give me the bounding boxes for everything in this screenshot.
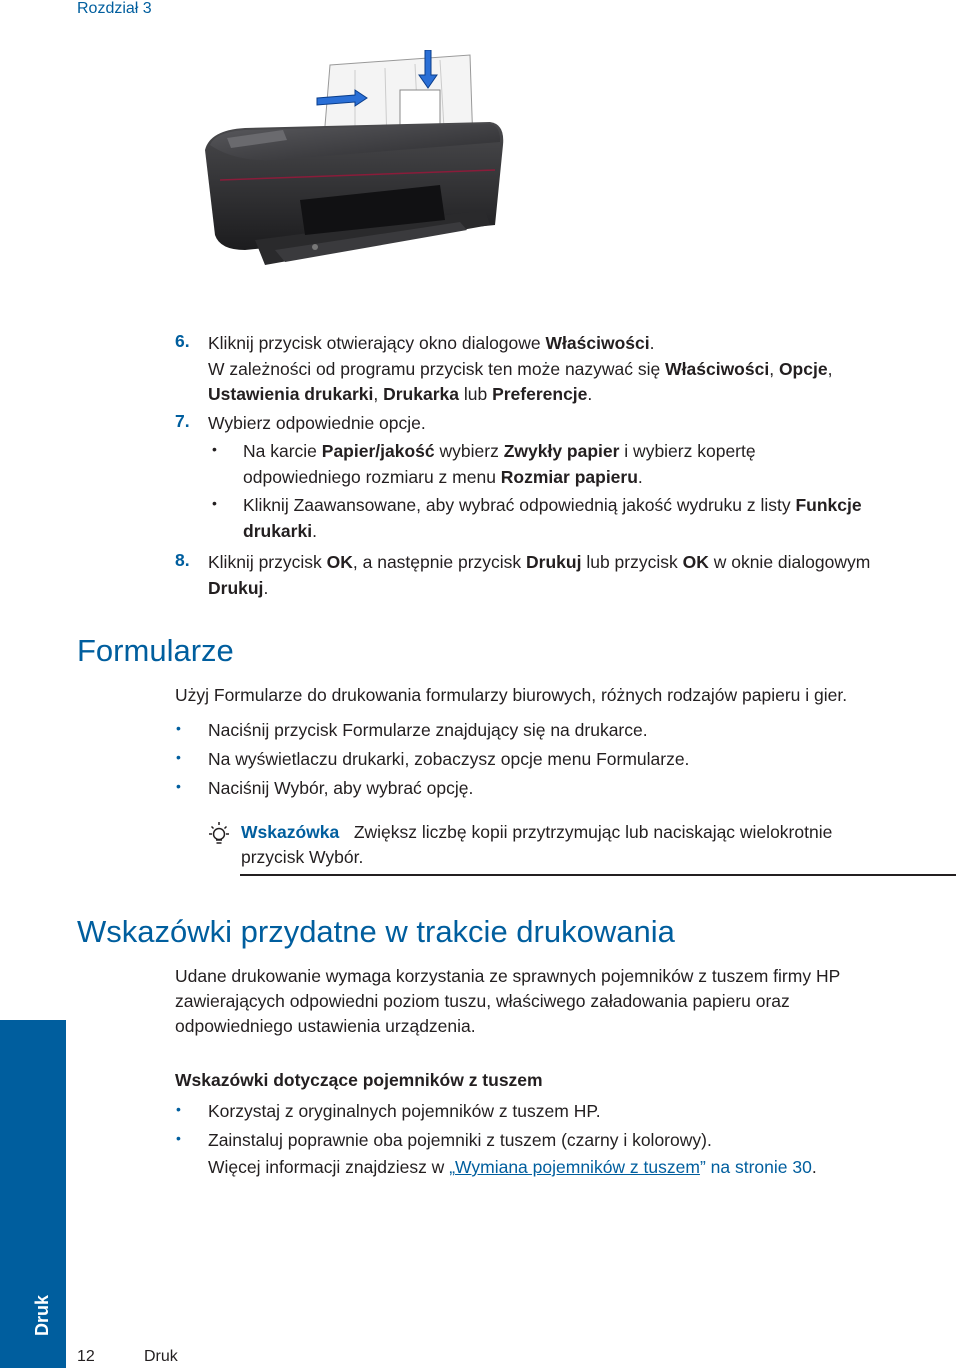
wskazowki-paragraph-line-1: Udane drukowanie wymaga korzystania ze sprawnych pojemników z tuszem firmy HP [175, 966, 841, 986]
tip-divider [240, 874, 956, 876]
formularze-item-2: Na wyświetlaczu drukarki, zobaczysz opcje menu Formularze. [208, 749, 690, 769]
page-number: 12 [77, 1348, 95, 1365]
bullet-icon: • [176, 1101, 181, 1117]
bullet-icon: • [176, 749, 181, 765]
tip-line-2: przycisk Wybór. [241, 847, 364, 867]
section-heading-formularze: Formularze [77, 633, 234, 668]
step-8-text-line-1: Kliknij przycisk OK, a następnie przycisk Drukuj lub przycisk OK w oknie dialogowym [208, 552, 871, 572]
step-7-text: Wybierz odpowiednie opcje. [208, 413, 426, 433]
step-6-detail-line-1: W zależności od programu przycisk ten może nazywać się Właściwości, Opcje, [208, 359, 833, 379]
step-7-bullet-2-line-1: Kliknij Zaawansowane, aby wybrać odpowiednią jakość wydruku z listy Funkcje [243, 495, 862, 515]
bullet-icon: • [176, 1130, 181, 1146]
printer-illustration [205, 50, 505, 275]
bullet-icon: • [212, 495, 217, 511]
more-info-line: Więcej informacji znajdziesz w „Wymiana pojemników z tuszem” na stronie 30. [208, 1157, 817, 1177]
pojemniki-item-1: Korzystaj z oryginalnych pojemników z tuszem HP. [208, 1101, 601, 1121]
tip-label: Wskazówka [241, 822, 340, 842]
wskazowki-paragraph-line-2: zawierających odpowiedni poziom tuszu, właściwego załadowania papieru oraz [175, 991, 790, 1011]
chapter-header: Rozdział 3 [77, 0, 152, 17]
tip-line-1: Wskazówka Zwiększ liczbę kopii przytrzymując lub naciskając wielokrotnie [241, 822, 833, 842]
formularze-intro: Użyj Formularze do drukowania formularzy biurowych, różnych rodzajów papieru i gier. [175, 685, 848, 705]
pojemniki-item-2: Zainstaluj poprawnie oba pojemniki z tuszem (czarny i kolorowy). [208, 1130, 712, 1150]
step-6-text: Kliknij przycisk otwierający okno dialogowe Właściwości. [208, 333, 655, 353]
formularze-item-1: Naciśnij przycisk Formularze znajdujący się na drukarce. [208, 720, 648, 740]
subheading-pojemniki: Wskazówki dotyczące pojemników z tuszem [175, 1070, 543, 1090]
bullet-icon: • [176, 778, 181, 794]
bullet-icon: • [212, 441, 217, 457]
section-heading-wskazowki: Wskazówki przydatne w trakcie drukowania [77, 914, 675, 949]
link-wymiana-pojemnikow[interactable]: Wymiana pojemników z tuszem [455, 1157, 700, 1177]
step-number-6: 6. [175, 331, 190, 351]
bullet-icon: • [176, 720, 181, 736]
sidebar-label: Druk [32, 1294, 52, 1336]
step-7-bullet-1-line-2: odpowiedniego rozmiaru z menu Rozmiar papieru. [243, 467, 643, 487]
step-8-text-line-2: Drukuj. [208, 578, 269, 598]
step-number-8: 8. [175, 550, 190, 570]
wskazowki-paragraph-line-3: odpowiedniego ustawienia urządzenia. [175, 1016, 476, 1036]
formularze-item-3: Naciśnij Wybór, aby wybrać opcję. [208, 778, 474, 798]
step-7-bullet-1-line-1: Na karcie Papier/jakość wybierz Zwykły papier i wybierz kopertę [243, 441, 756, 461]
footer-section: Druk [144, 1348, 178, 1365]
step-number-7: 7. [175, 411, 190, 431]
lightbulb-icon [206, 820, 232, 850]
step-6-detail-line-2: Ustawienia drukarki, Drukarka lub Preferencje. [208, 384, 593, 404]
step-7-bullet-2-line-2: drukarki. [243, 521, 317, 541]
